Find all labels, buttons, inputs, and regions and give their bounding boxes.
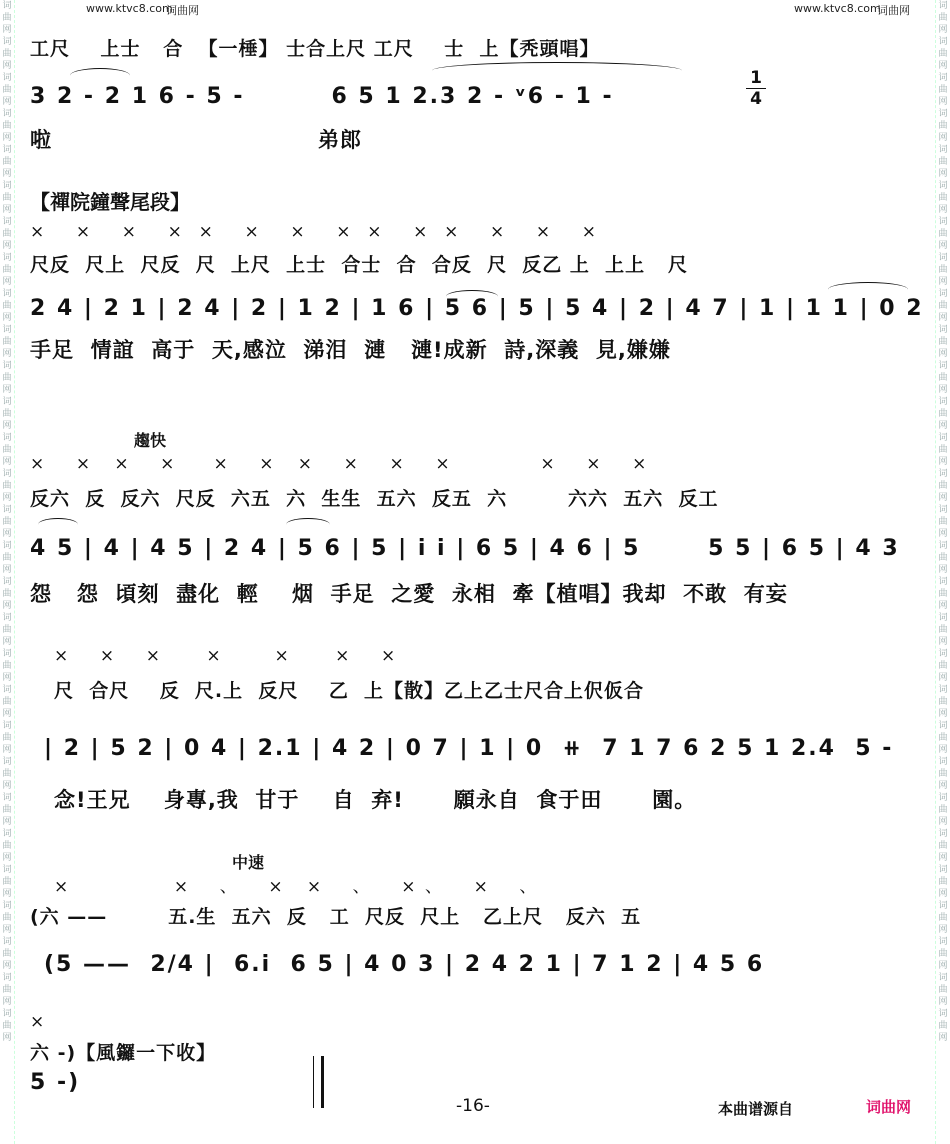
right-margin-watermark: 词曲网词曲网词曲网词曲网词曲网词曲网词曲网词曲网词曲网词曲网词曲网词曲网词曲网词曲网词曲网词曲网词曲网词曲网词曲网词曲网词曲网词曲网词曲网词曲网词曲网词曲网词曲网词曲网词曲网	[935, 0, 950, 1144]
fraction-numerator: 1	[750, 68, 762, 88]
fraction-denominator: 4	[746, 88, 766, 109]
beat-marks-line-5: × × 、 × × 、 × 、 × 、	[54, 877, 539, 897]
lyrics-line-3: 怨 怨 頃刻 盡化 輕 烟 手足 之愛 永相 牽【植唱】我却 不敢 有妄	[30, 582, 788, 606]
gongche-line-6: 六 -)【風鑼一下收】	[30, 1042, 217, 1064]
lyrics-line-4: 念!王兄 身專,我 甘于 自 弃! 願永自 食于田 園。	[54, 788, 697, 812]
jianpu-line-1: 3 2 - 2 1 6 - 5 - 6 5 1 2.3 2 - ᵛ6 - 1 -	[30, 84, 614, 109]
gongche-line-2: 尺反 尺上 尺反 尺 上尺 上士 合士 合 合反 尺 反乙 上 上上 尺	[30, 254, 688, 276]
jianpu-line-4: | 2 | 5 2 | 0 4 | 2.1 | 4 2 | 0 7 | 1 | 0 ⧺ 7 1 7 6 2 5 1 2.4 5 -	[44, 736, 894, 761]
gongche-line-1: 工尺 上士 合 【一棰】 士合上尺 工尺 士 上【秃頭唱】	[30, 38, 600, 60]
gongche-line-3: 反六 反 反六 尺反 六五 六 生生 五六 反五 六 六六 五六 反工	[30, 488, 719, 510]
gongche-line-4: 尺 合尺 反 尺.上 反尺 乙 上【散】乙上乙士尺合上伬仮合	[54, 680, 645, 702]
beat-marks-line-4: × × × × × × ×	[54, 646, 398, 666]
page-number: -16-	[456, 1096, 490, 1116]
gongche-line-5: (六 —— 五.生 五六 反 工 尺反 尺上 乙上尺 反六 五	[30, 906, 642, 928]
slur	[70, 68, 130, 83]
beat-marks-line-3: × × × × × × × × × × × × ×	[30, 454, 649, 474]
left-margin-watermark: 词曲网词曲网词曲网词曲网词曲网词曲网词曲网词曲网词曲网词曲网词曲网词曲网词曲网词曲网词曲网词曲网词曲网词曲网词曲网词曲网词曲网词曲网词曲网词曲网词曲网词曲网词曲网词曲网词曲网	[0, 0, 15, 1144]
slur	[432, 62, 682, 79]
beat-marks-line-2: × × × × × × × × × × × × × ×	[30, 222, 598, 242]
slur	[828, 282, 908, 297]
slur	[38, 518, 78, 531]
jianpu-line-3: 4 5 | 4 | 4 5 | 2 4 | 5 6 | 5 | i i | 6 5 | 4 6 | 5 5 5 | 6 5 | 4 3	[30, 536, 900, 561]
jianpu-line-5: (5 —— 2/4 | 6.i 6 5 | 4 0 3 | 2 4 2 1 | 7 1 2 | 4 5 6	[44, 952, 765, 977]
source-brand-link[interactable]: 词曲网	[866, 1098, 912, 1116]
jianpu-line-6: 5 -)	[30, 1070, 81, 1095]
lyrics-line-1: 啦 弟郎	[30, 128, 362, 152]
source-label: 本曲谱源自	[718, 1100, 794, 1118]
beat-marks-line-6: ×	[30, 1012, 47, 1032]
site-url-right[interactable]: www.ktvc8.com	[794, 2, 881, 15]
site-name-left: 词曲网	[166, 4, 199, 17]
site-url-left[interactable]: www.ktvc8.com	[86, 2, 173, 15]
site-name-right: 词曲网	[877, 4, 910, 17]
final-barline	[313, 1056, 324, 1108]
lyrics-line-2: 手足 情誼 高于 天,感泣 涕泪 漣 漣!成新 詩,深義 見,嫌嫌	[30, 338, 671, 362]
tempo-marking: 趨快	[134, 431, 167, 450]
tempo-marking: 中速	[232, 853, 265, 872]
jianpu-line-2: 2 4 | 2 1 | 2 4 | 2 | 1 2 | 1 6 | 5 6 | 5 | 5 4 | 2 | 4 7 | 1 | 1 1 | 0 2	[30, 296, 924, 321]
slur	[286, 518, 330, 531]
section-title: 【禪院鐘聲尾段】	[30, 190, 190, 214]
